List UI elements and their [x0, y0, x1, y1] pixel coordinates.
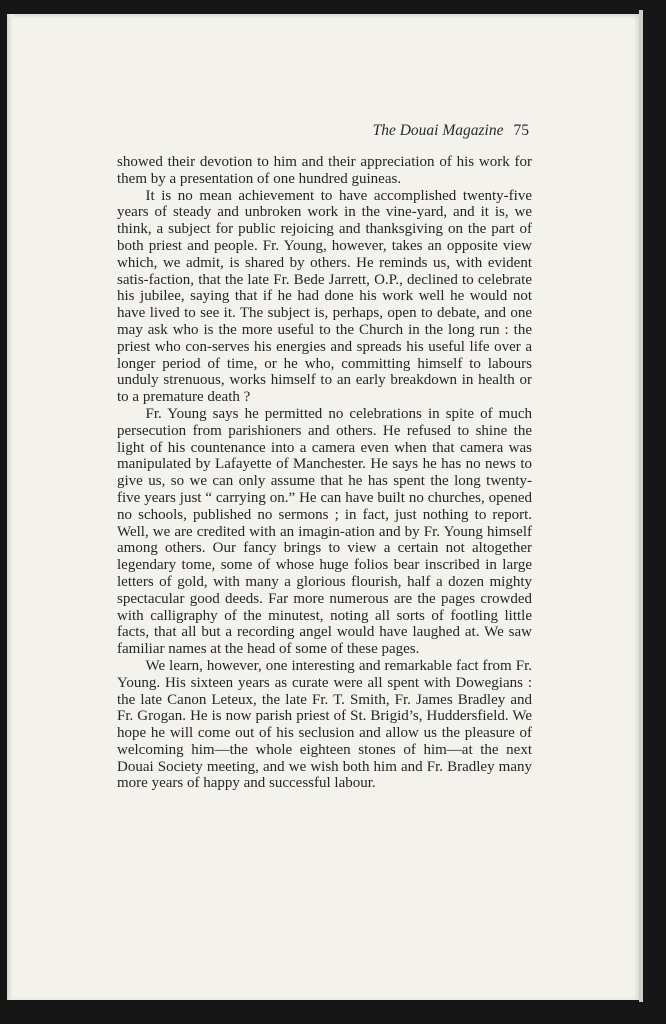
journal-title: The Douai Magazine [372, 122, 504, 139]
paragraph-continuation: showed their devotion to him and their appreciation of his work for them by a presentation of one hundred guineas. [117, 154, 532, 187]
book-page [7, 14, 639, 1000]
page-edge [639, 10, 643, 1002]
running-head [307, 122, 529, 140]
paragraph-jubilee: It is no mean achievement to have accomplished twenty-five years of steady and unbroken work in the vine-yard, and it is, we think, a subject for public rejoicing and thanksgiving on the part of both priest and people. Fr. Young, however, takes an opposite view which, we admit, is shared by others. He reminds us, with evident satis-faction, that the late Fr. Bede Jarrett, O.P., declined to celebrate his jubilee, saying that if he had done his work well he would not have lived to see it. The subject is, perhaps, open to debate, and one may ask who is the more useful to the Church in the long run : the priest who con-serves his energies and spreads his useful life over a longer period of time, or he who, committing himself to labours unduly strenuous, works himself to an early breakdown in health or to a premature death ? [117, 187, 532, 406]
paragraph-curate-years: We learn, however, one interesting and remarkable fact from Fr. Young. His sixteen years as curate were all spent with Dowegians : the late Canon Leteux, the late Fr. T. Smith, Fr. James Bradley and Fr. Grogan. He is now parish priest of St. Brigid’s, Huddersfield. We hope he will come out of his seclusion and allow us the pleasure of welcoming him—the whole eighteen stones of him—at the next Douai Society meeting, and we wish both him and Fr. Bradley many more years of happy and successful labour. [117, 657, 532, 792]
article-text [117, 154, 532, 792]
page-number: 75 [513, 122, 529, 139]
paragraph-celebrations: Fr. Young says he permitted no celebrations in spite of much persecution from parishioners and others. He refused to shine the light of his countenance into a camera even when that camera was manipulated by Lafayette of Manchester. He says he has no news to give us, so we can only assume that he has spent the long twenty-five years just “ carrying on.” He can have built no churches, opened no schools, published no sermons ; in fact, just nothing to report. Well, we are credited with an imagin-ation and by Fr. Young himself among others. Our fancy brings to view a certain not altogether legendary tome, some of whose huge folios bear inscribed in large letters of gold, with many a glorious flourish, half a dozen mighty spectacular good deeds. Far more numerous are the pages crowded with calligraphy of the minutest, noting all sorts of footling little facts, that all but a recording angel would have laughed at. We saw familiar names at the head of some of these pages. [117, 405, 532, 658]
